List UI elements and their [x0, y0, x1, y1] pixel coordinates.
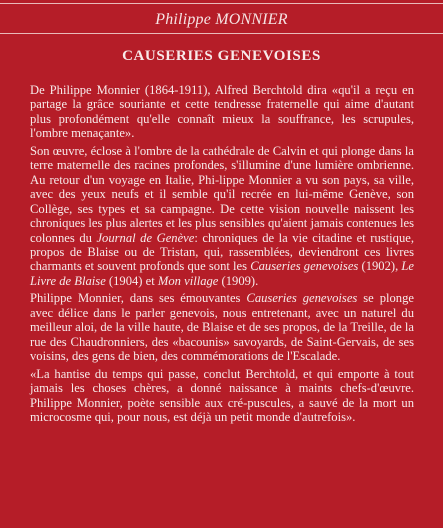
author-rule [0, 33, 443, 34]
paragraph-2-text-d: (1904) et [105, 273, 158, 288]
paragraph-2-text-a: Son œuvre, éclose à l'ombre de la cathédrale de Calvin et qui plonge dans la terre maternelle des racines profondes, s'illumine d'une lumière ombrienne. Au retour d'un voyage en Italie, Phi-lippe Monnier a vu son pays, sa ville, avec des yeux neufs et il semble qu'il recrée en lui-même Genève, son Collège, ses types et sa campagne. De cette vision nouvelle naissent les chroniques les plus alertes et les plus sensibles qu'aient jamais contenues les colonnes du [30, 143, 414, 245]
book-title: CAUSERIES GENEVOISES [122, 48, 321, 64]
paragraph-2-text-b: : chroniques de la vie citadine et rustique, propos de Blaise ou de Tristan, qui, rassemblées, deviendront ces livres charmants et souvent profonds que sont les [30, 230, 414, 274]
journal-title: Journal de Genève [96, 230, 195, 245]
top-rule [0, 3, 443, 4]
paragraph-2 [30, 144, 414, 289]
paragraph-2-text-c: (1902), [358, 259, 402, 274]
paragraph-2-text-e: (1909). [218, 273, 259, 288]
paragraph-3-text-a: Philippe Monnier, dans ses émouvantes [30, 291, 247, 306]
paragraph-3-text-b: se plonge avec délice dans le parler genevois, nous entretenant, avec un naturel du meilleur aloi, de la ville haute, de Blaise et de ses propos, de la Treille, de la rue des Chaudronniers, des «bacounis» savoyards, de Saint-Gervais, de ses voisins, des gens de bien, des commémorations de l'Escalade. [30, 291, 414, 364]
paragraph-3 [30, 291, 414, 363]
author-name: Philippe MONNIER [155, 11, 288, 28]
livre-blaise-title: Le Livre de Blaise [30, 259, 415, 288]
paragraph-4: «La hantise du temps qui passe, conclut Berchtold, et qui emporte à tout jamais les choses chères, a donné naissance à maints chefs-d'œuvre. Philippe Monnier, poète sensible aux cré-puscules, a sauvé de la mort un microcosme qui, pour nous, est déjà un petit monde d'autrefois». [30, 366, 414, 424]
mon-village-title: Mon village [157, 273, 219, 288]
blurb-text [30, 83, 414, 427]
causeries-title: Causeries genevoises [250, 259, 359, 274]
causeries-title-2: Causeries genevoises [246, 291, 358, 306]
paragraph-1: De Philippe Monnier (1864-1911), Alfred Berchtold dira «qu'il a reçu en partage la grâce souriante et cette tendresse fraternelle qui aime d'autant plus profondément qu'elle connaît mieux la souffrance, les scrupules, l'ombre menaçante». [30, 83, 414, 141]
